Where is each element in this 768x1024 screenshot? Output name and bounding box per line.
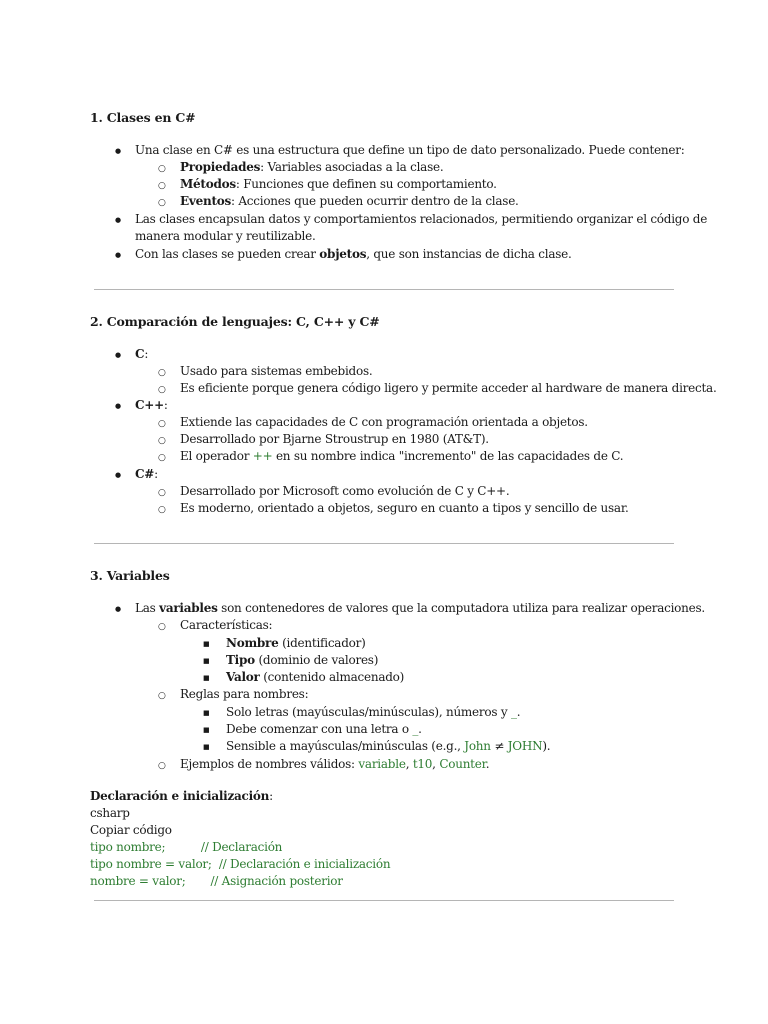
code-inline: variable (358, 757, 406, 771)
term-tipo: Tipo (226, 653, 255, 667)
text: en su nombre indica "incremento" de las capacidades de C. (272, 449, 624, 463)
text: , que son instancias de dicha clase. (366, 247, 572, 261)
bullet-circle (158, 484, 166, 502)
text: Ejemplos de nombres válidos: (180, 757, 359, 771)
text: (identificador) (278, 636, 366, 650)
s1-sub-properties (180, 159, 443, 175)
bullet-disc (115, 212, 121, 230)
bullet-square (203, 653, 210, 671)
term-propiedades: Propiedades (180, 160, 261, 174)
s3-car-tipo (226, 652, 378, 668)
text: : (144, 347, 149, 361)
bullet-square (203, 705, 210, 723)
s2-c-item (135, 346, 148, 362)
code-inline: JOHN (507, 739, 543, 753)
bullet-disc (115, 601, 121, 619)
s3-caracteristicas: Características: (180, 618, 273, 632)
horizontal-rule (94, 543, 674, 544)
s2-cs-item (135, 466, 158, 482)
lang-cpp: C++ (135, 398, 164, 412)
text: : Variables asociadas a la clase. (260, 160, 444, 174)
term-variables: variables (159, 601, 218, 615)
term-metodos: Métodos (180, 177, 236, 191)
term-eventos: Eventos (180, 194, 232, 208)
text: , (405, 757, 413, 771)
s2-c-sub-1: Usado para sistemas embebidos. (180, 364, 373, 378)
code-line-1: tipo nombre; // Declaración (90, 840, 283, 854)
text: . (418, 722, 422, 736)
term-objetos: objetos (319, 247, 367, 261)
bullet-circle (158, 194, 166, 212)
text: ≠ (490, 739, 508, 753)
bullet-circle (158, 160, 166, 178)
bullet-disc (115, 398, 121, 416)
text: : (163, 398, 168, 412)
s3-ejemplos (180, 756, 489, 772)
s2-cpp-sub-2: Desarrollado por Bjarne Stroustrup en 1980 (AT&T). (180, 432, 489, 446)
s3-regla-1 (226, 704, 520, 720)
text: , (432, 757, 440, 771)
text: Sensible a mayúsculas/minúsculas (e.g., (226, 739, 465, 753)
term-nombre: Nombre (226, 636, 279, 650)
text: : Acciones que pueden ocurrir dentro de la clase. (231, 194, 519, 208)
bullet-square (203, 739, 210, 757)
s1-sub-methods (180, 176, 497, 192)
section-3-heading: 3. Variables (90, 568, 170, 583)
s3-regla-3 (226, 738, 550, 754)
text: (dominio de valores) (254, 653, 379, 667)
s1-bullet-2-line2: manera modular y reutilizable. (135, 229, 316, 243)
s2-c-sub-2: Es eficiente porque genera código ligero y permite acceder al hardware de manera directa. (180, 381, 717, 395)
code-line-3: nombre = valor; // Asignación posterior (90, 874, 343, 888)
code-line-2: tipo nombre = valor; // Declaración e inicialización (90, 857, 391, 871)
s1-sub-events (180, 193, 519, 209)
term-declaracion: Declaración e inicialización (90, 789, 270, 803)
bullet-circle (158, 501, 166, 519)
bullet-circle (158, 449, 166, 467)
bullet-circle (158, 432, 166, 450)
s3-car-nombre (226, 635, 366, 651)
bullet-disc (115, 467, 121, 485)
text: . (516, 705, 521, 719)
bullet-disc (115, 143, 121, 161)
bullet-disc (115, 247, 121, 265)
text: ). (542, 739, 551, 753)
bullet-circle (158, 757, 166, 775)
bullet-circle (158, 687, 166, 705)
bullet-square (203, 722, 210, 740)
copy-code-button[interactable]: Copiar código (90, 823, 172, 837)
text: Solo letras (mayúsculas/minúsculas), números y (226, 705, 511, 719)
text: . (485, 757, 490, 771)
s3-reglas: Reglas para nombres: (180, 687, 309, 701)
code-inline: Counter (439, 757, 486, 771)
s1-bullet-3 (135, 246, 572, 262)
text: (contenido almacenado) (259, 670, 405, 684)
s2-cs-sub-1: Desarrollado por Microsoft como evolución de C y C++. (180, 484, 510, 498)
s2-cs-sub-2: Es moderno, orientado a objetos, seguro en cuanto a tipos y sencillo de usar. (180, 501, 629, 515)
text: : (269, 789, 273, 803)
bullet-circle (158, 415, 166, 433)
text: : Funciones que definen su comportamiento. (235, 177, 497, 191)
horizontal-rule (94, 289, 674, 290)
s2-cpp-item (135, 397, 168, 413)
code-language-label: csharp (90, 806, 130, 820)
s1-bullet-1: Una clase en C# es una estructura que define un tipo de dato personalizado. Puede contener: (135, 143, 685, 157)
s1-bullet-2-line1: Las clases encapsulan datos y comportamientos relacionados, permitiendo organizar el código de (135, 212, 708, 226)
code-inline: _ (412, 722, 419, 736)
bullet-square (203, 636, 210, 654)
code-inline: t10 (412, 757, 433, 771)
text: : (154, 467, 158, 481)
text: Debe comenzar con una letra o (226, 722, 413, 736)
text: Las (135, 601, 160, 615)
section-1-heading: 1. Clases en C# (90, 110, 196, 125)
declaracion-heading (90, 788, 273, 804)
s3-regla-2 (226, 721, 422, 737)
text: El operador (180, 449, 253, 463)
text: Con las clases se pueden crear (135, 247, 320, 261)
horizontal-rule (94, 900, 674, 901)
code-inline: ++ (252, 449, 273, 463)
bullet-circle (158, 618, 166, 636)
term-valor: Valor (226, 670, 260, 684)
bullet-disc (115, 347, 121, 365)
bullet-circle (158, 177, 166, 195)
code-inline: John (464, 739, 491, 753)
section-2-heading: 2. Comparación de lenguajes: C, C++ y C# (90, 314, 380, 329)
text: son contenedores de valores que la computadora utiliza para realizar operaciones. (217, 601, 705, 615)
s3-bullet-1 (135, 600, 705, 616)
s3-car-valor (226, 669, 404, 685)
code-inline: _ (510, 705, 517, 719)
s2-cpp-sub-3 (180, 448, 623, 464)
bullet-circle (158, 364, 166, 382)
lang-csharp: C# (135, 467, 155, 481)
s2-cpp-sub-1: Extiende las capacidades de C con programación orientada a objetos. (180, 415, 588, 429)
lang-c: C (135, 347, 145, 361)
